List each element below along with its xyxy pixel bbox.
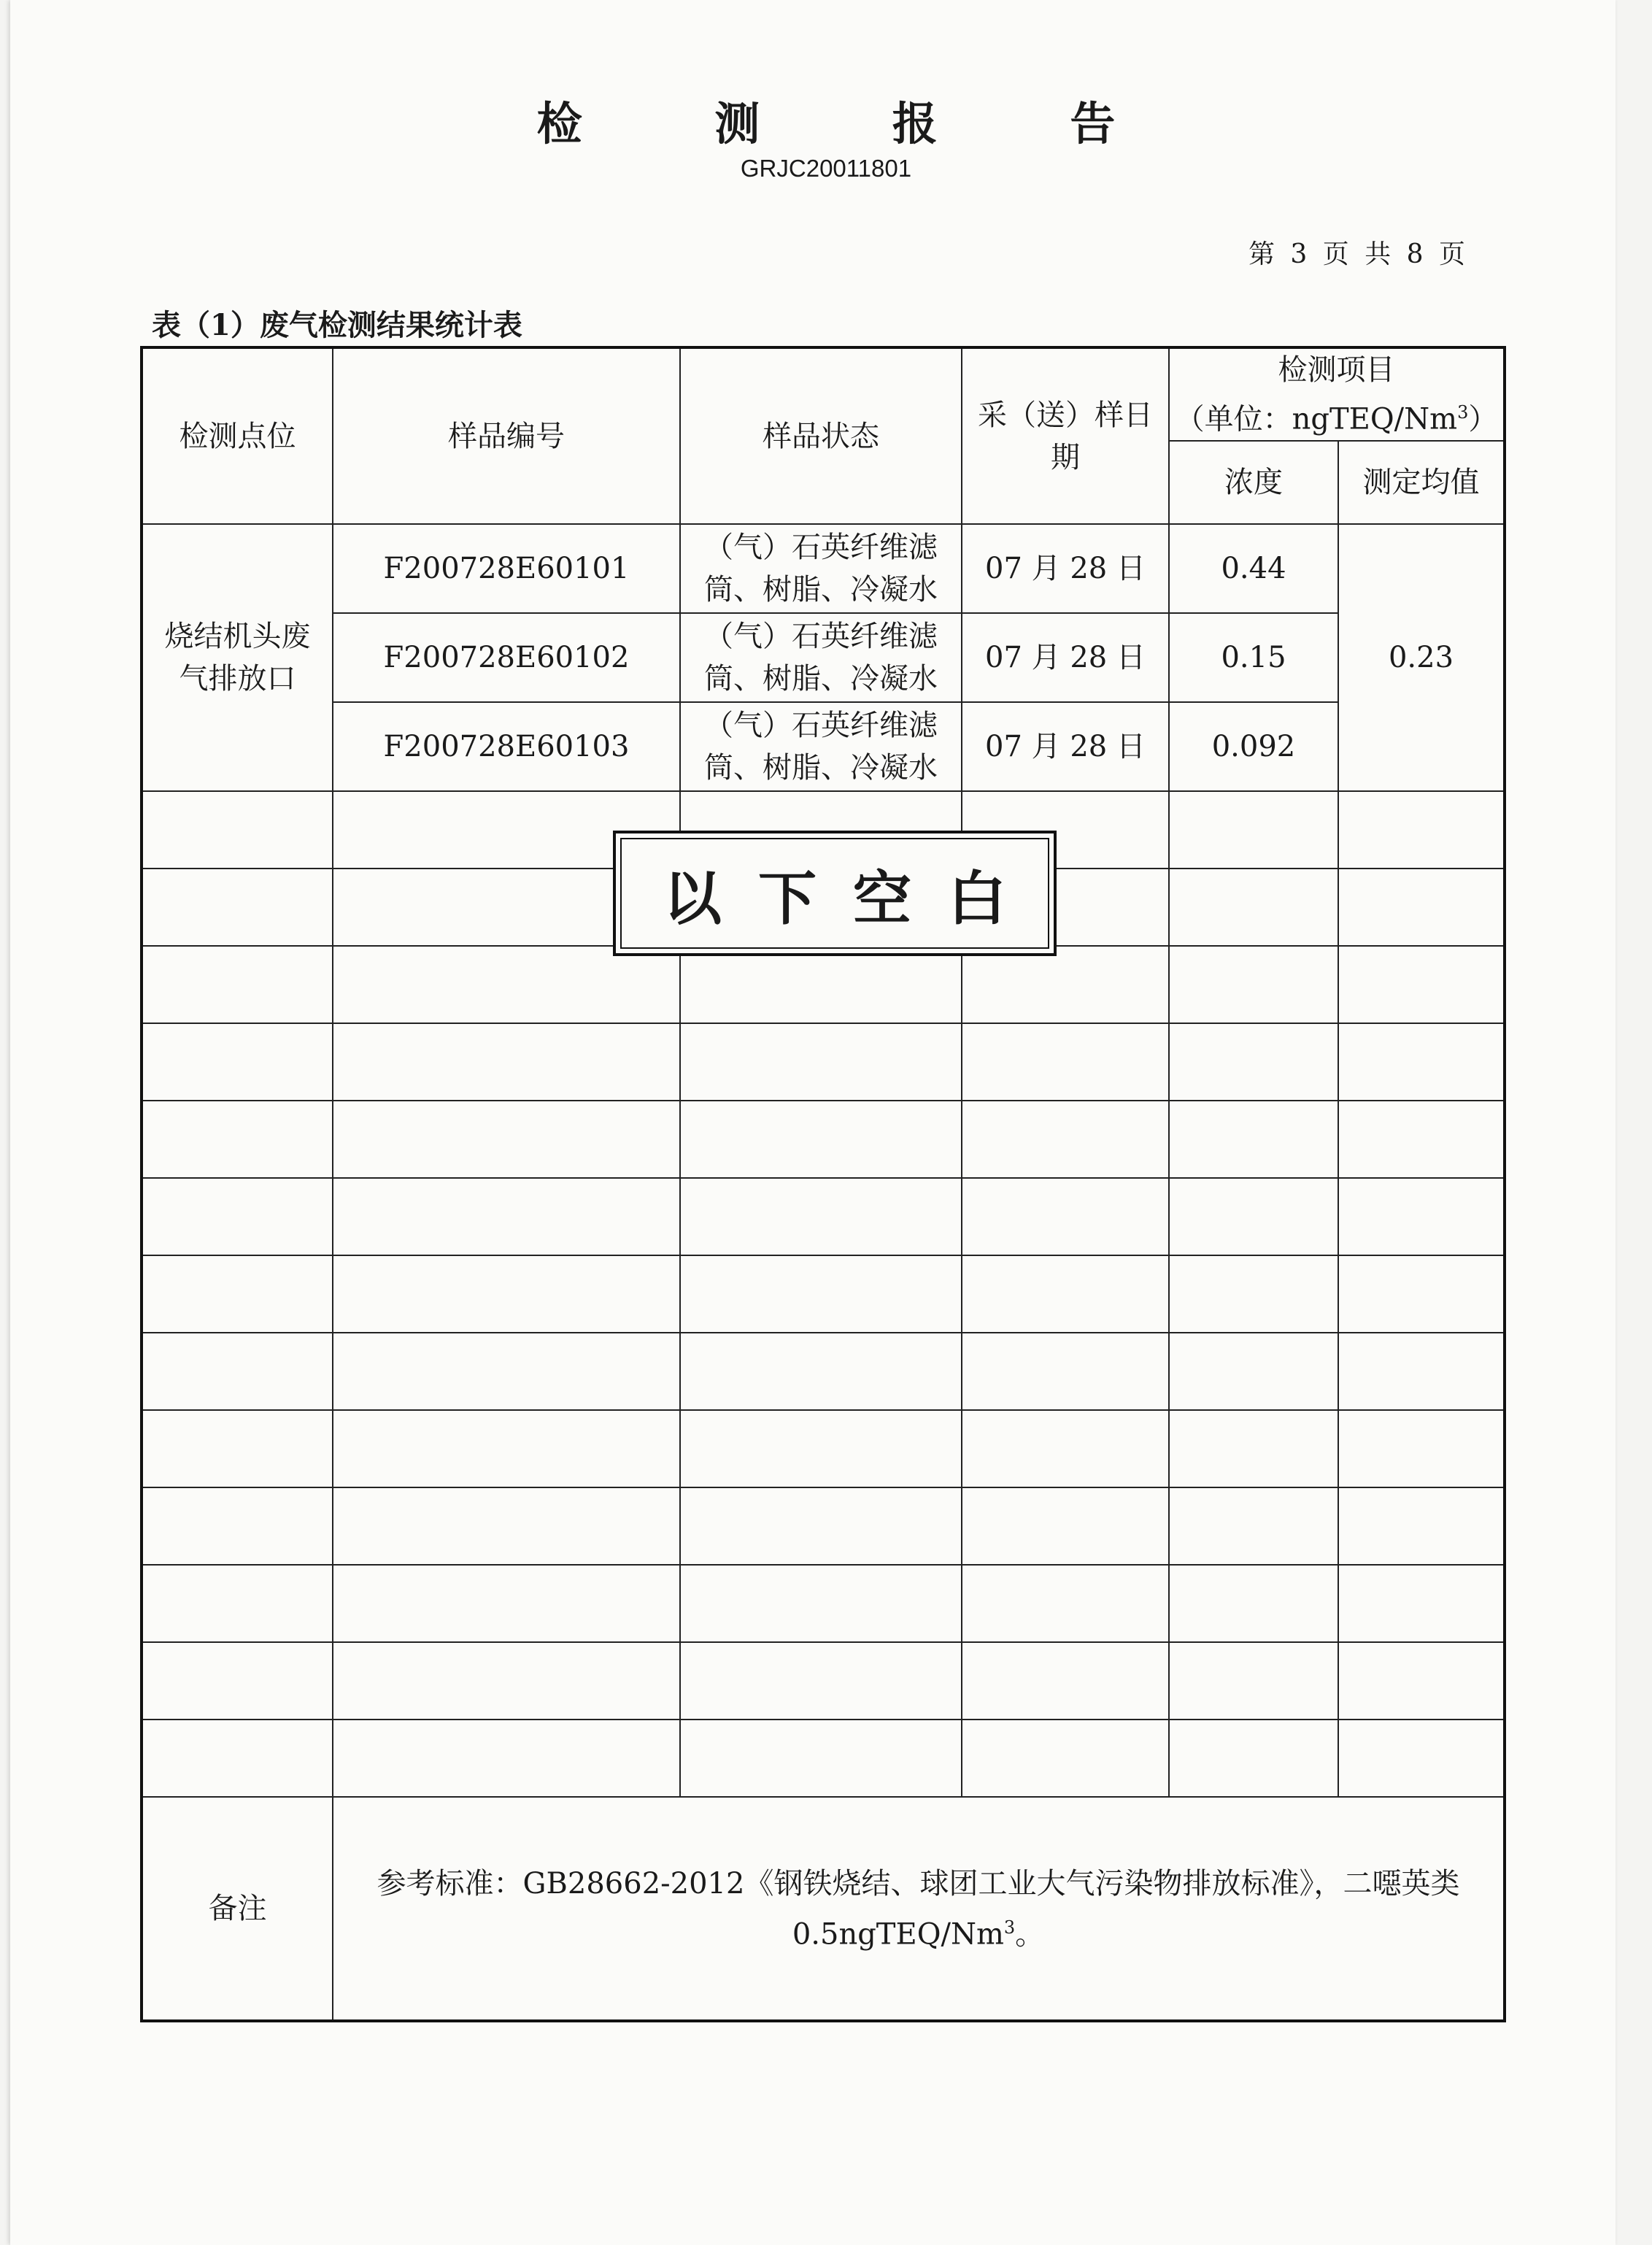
header-row: [142, 347, 1505, 441]
header-location: 检测点位: [142, 347, 333, 524]
blank-row: [142, 1333, 1505, 1410]
blank-row: [142, 946, 1505, 1023]
concentration-cell: 0.15: [1169, 613, 1338, 702]
remark-text: 参考标准：GB28662-2012《钢铁烧结、球团工业大气污染物排放标准》，二噁英类 0.5ngTEQ/Nm$^3$。: [333, 1797, 1505, 2021]
header-sample-state: 样品状态: [680, 347, 962, 524]
blank-row: [142, 1410, 1505, 1487]
header-date: 采（送）样日期: [962, 347, 1169, 524]
mean-cell: 0.23: [1338, 524, 1505, 791]
header-mean: 测定均值: [1338, 441, 1505, 524]
table-caption: 表（1）废气检测结果统计表: [152, 308, 522, 342]
sample-state-cell: （气）石英纤维滤筒、树脂、冷凝水: [680, 524, 962, 613]
sample-id-cell: F200728E60101: [333, 524, 680, 613]
blank-row: [142, 1101, 1505, 1178]
remark-row: [142, 1797, 1505, 2021]
blank-row: [142, 1642, 1505, 1720]
concentration-cell: 0.44: [1169, 524, 1338, 613]
table-row: [142, 524, 1505, 613]
results-table: [140, 346, 1506, 2022]
header-items-title: 检测项目: [1278, 353, 1395, 387]
blank-below-stamp: 以下空白: [613, 831, 1057, 956]
header-test-items: [1169, 347, 1505, 441]
table-row: [142, 613, 1505, 702]
location-cell: 烧结机头废气排放口: [142, 524, 333, 791]
header-items-unit: （单位：ngTEQ/Nm$^3$）: [1175, 402, 1498, 436]
blank-row: [142, 1720, 1505, 1797]
header-concentration: 浓度: [1169, 441, 1338, 524]
date-cell: 07 月 28 日: [962, 613, 1169, 702]
report-title: 检 测 报 告: [536, 97, 1174, 150]
header-sample-id: 样品编号: [333, 347, 680, 524]
sample-state-cell: （气）石英纤维滤筒、树脂、冷凝水: [680, 613, 962, 702]
blank-row: [142, 1178, 1505, 1255]
sample-id-cell: F200728E60103: [333, 702, 680, 791]
report-number: GRJC20011801: [740, 155, 912, 182]
sample-id-cell: F200728E60102: [333, 613, 680, 702]
table-row: [142, 702, 1505, 791]
sample-state-cell: （气）石英纤维滤筒、树脂、冷凝水: [680, 702, 962, 791]
concentration-cell: 0.092: [1169, 702, 1338, 791]
page-indicator: 第 3 页 共 8 页: [1248, 239, 1465, 269]
blank-row: [142, 1565, 1505, 1642]
blank-row: [142, 1023, 1505, 1101]
date-cell: 07 月 28 日: [962, 524, 1169, 613]
blank-row: [142, 1255, 1505, 1333]
remark-label: 备注: [142, 1797, 333, 2021]
date-cell: 07 月 28 日: [962, 702, 1169, 791]
blank-row: [142, 1487, 1505, 1565]
